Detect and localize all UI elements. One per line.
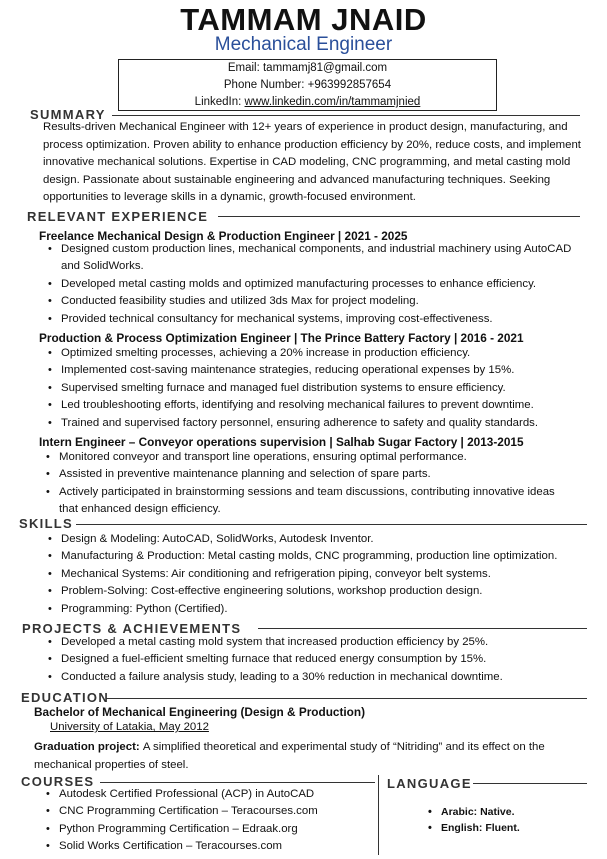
courses-heading: COURSES [21,774,95,789]
list-item: • Actively participated in brainstorming sessions and team discussions, contributing innovative ideas that enhanced design efficiency. [45,484,565,519]
list-item: • CNC Programming Certification – Teracourses.com [45,803,375,820]
summary-text: Results-driven Mechanical Engineer with 12+ years of experience in product design, manufacturing, and process optimization. Proven ability to enhance production efficiency by 20%, reduce costs, and implement innovative mechanical solutions. Expertise in CAD modeling, CNC programming, and metal casting mold design. Passionate about sustainable engineering and advanced manufacturing techniques. Seeking opportunities to leverage skills in a dynamic, growth-focused environment. [43,121,581,204]
school: University of Latakia, May 2012 [50,721,209,733]
skills-list [47,531,602,618]
list-item: • Programming: Python (Certified). [47,601,602,618]
list-item: • Developed metal casting molds and optimized manufacturing processes to enhance efficiency. [47,276,577,293]
list-item: • Assisted in preventive maintenance planning and selection of spare parts. [45,466,565,483]
list-item: • Optimized smelting processes, achieving a 20% increase in production efficiency. [47,345,592,362]
job-2-bullets [47,345,592,432]
job-title-3: Intern Engineer – Conveyor operations supervision | Salhab Sugar Factory | 2013-2015 [39,435,524,449]
list-item: • Mechanical Systems: Air conditioning and refrigeration piping, conveyor belt systems. [47,566,602,583]
list-item: • Arabic: Native. [427,804,577,820]
phone: Phone Number: +963992857654 [223,79,392,91]
list-item: • Python Programming Certification – Edraak.org [45,821,375,838]
language-rule [473,783,587,784]
job-3-bullets [45,449,565,519]
linkedin [119,94,496,111]
graduation-project-label: Graduation project: [34,741,143,753]
job-title-2: Production & Process Optimization Engineer | The Prince Battery Factory | 2016 - 2021 [39,331,524,345]
language-heading: LANGUAGE [387,776,472,791]
email: Email: tammamj81@gmail.com [227,62,388,74]
list-item: • Implemented cost-saving maintenance strategies, reducing operational expenses by 15%. [47,362,592,379]
skills-rule [76,524,587,525]
list-item: • Designed a fuel-efficient smelting furnace that reduced energy consumption by 15%. [47,651,592,668]
graduation-project [34,739,594,774]
skills-heading: SKILLS [19,516,74,531]
list-item: • Conducted a failure analysis study, leading to a 30% reduction in mechanical downtime. [47,669,592,686]
job-1-bullets [47,241,577,328]
experience-rule [218,216,580,217]
education-heading: EDUCATION [21,690,110,705]
linkedin-label: LinkedIn: [194,96,245,108]
candidate-name: TAMMAM JNAID [180,2,427,37]
degree: Bachelor of Mechanical Engineering (Design & Production) [34,705,366,719]
list-item: • Solid Works Certification – Teracourses.com [45,838,375,855]
job-title: Mechanical Engineer [214,34,393,55]
education-rule [106,698,587,699]
experience-heading: RELEVANT EXPERIENCE [27,209,209,224]
list-item: • Manufacturing & Production: Metal casting molds, CNC programming, production line optimization. [47,548,602,565]
list-item: • Led troubleshooting efforts, identifying and resolving mechanical failures to prevent downtime. [47,397,592,414]
list-item: • Conducted feasibility studies and utilized 3ds Max for project modeling. [47,293,577,310]
list-item: • Provided technical consultancy for mechanical systems, improving cost-effectiveness. [47,311,577,328]
courses-rule [100,782,375,783]
list-item: • English: Fluent. [427,820,577,836]
graduation-project-text: A simplified theoretical and experimental study of “Nitriding” and its effect on the mechanical properties of steel. [34,741,545,771]
summary-rule [112,115,580,116]
projects-heading: PROJECTS & ACHIEVEMENTS [22,621,242,636]
courses-list [45,786,375,856]
list-item: • Monitored conveyor and transport line operations, ensuring optimal performance. [45,449,565,466]
linkedin-link[interactable]: www.linkedin.com/in/tammamjnied [244,96,421,108]
list-item: • Designed custom production lines, mechanical components, and industrial machinery using AutoCAD and SolidWorks. [47,241,577,276]
projects-rule [258,628,587,629]
language-list [427,804,577,836]
projects-list [47,634,592,686]
list-item: • Autodesk Certified Professional (ACP) in AutoCAD [45,786,375,803]
job-title-1: Freelance Mechanical Design & Production Engineer | 2021 - 2025 [39,229,408,243]
summary-heading: SUMMARY [30,107,106,122]
list-item: • Supervised smelting furnace and managed fuel distribution systems to ensure efficiency. [47,380,592,397]
contact-box [118,59,497,111]
column-divider [378,775,379,855]
list-item: • Trained and supervised factory personnel, ensuring adherence to safety and quality standards. [47,415,592,432]
list-item: • Developed a metal casting mold system that increased production efficiency by 25%. [47,634,592,651]
list-item: • Problem-Solving: Cost-effective engineering solutions, workshop production design. [47,583,602,600]
list-item: • Design & Modeling: AutoCAD, SolidWorks, Autodesk Inventor. [47,531,602,548]
